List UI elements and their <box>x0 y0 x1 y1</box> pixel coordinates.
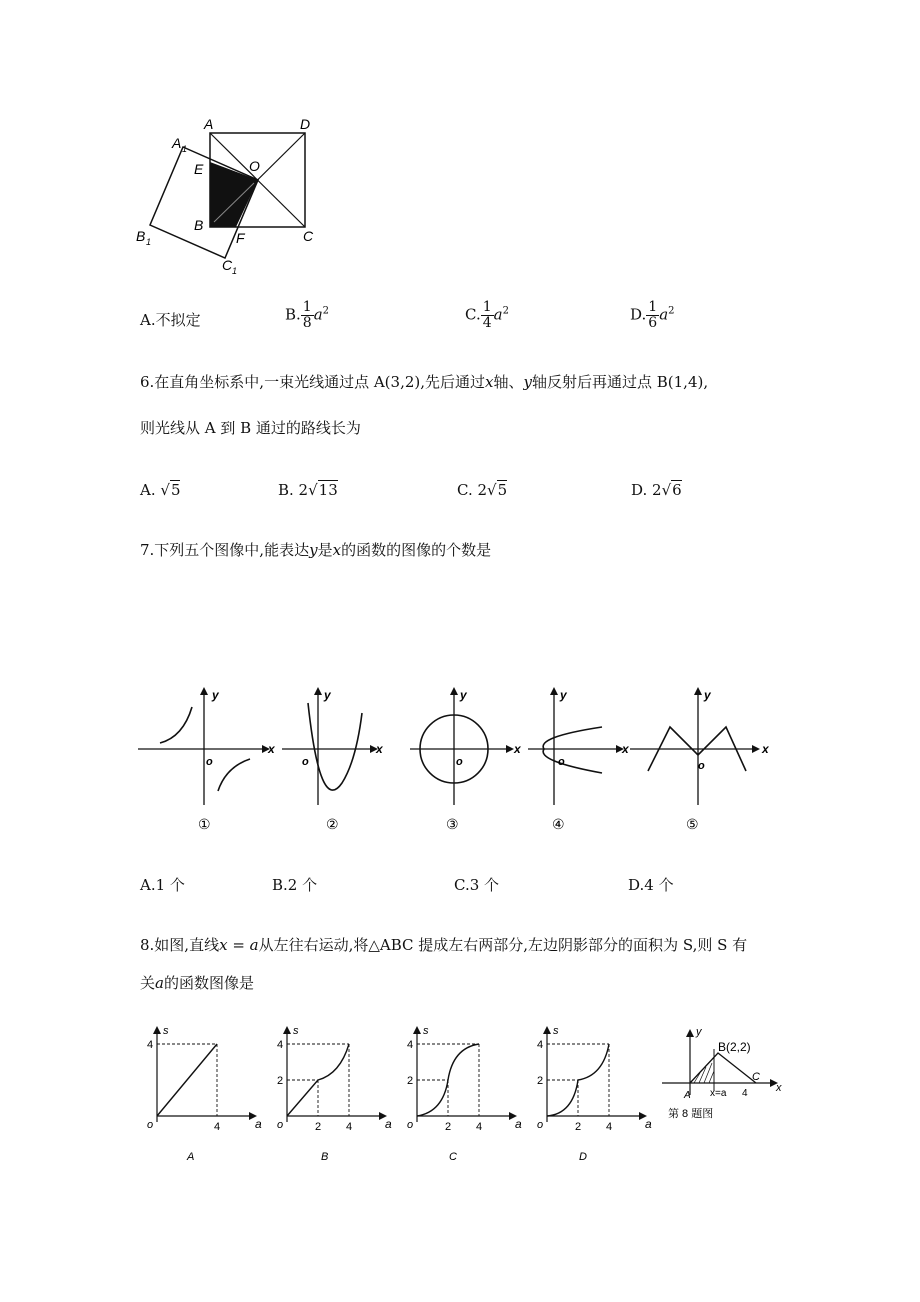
q6-option-d-rad: 6 <box>672 481 682 499</box>
q5-option-c-frac <box>481 300 494 331</box>
label-e: E <box>194 161 204 177</box>
label-b1-sub: 1 <box>146 237 152 247</box>
q6-option-a: A. √5 <box>140 481 181 499</box>
tick-4-s: 4 <box>407 1039 414 1051</box>
tick-2-a: 2 <box>575 1121 582 1133</box>
label-a: a <box>645 1117 652 1131</box>
q5-option-b-var: a <box>313 305 323 324</box>
y-axis-arrow <box>200 687 208 695</box>
q6-option-c: C. 2√5 <box>457 481 508 499</box>
q8-graph-d <box>525 1022 655 1167</box>
q6-option-c-prefix: C. 2 <box>457 481 488 499</box>
label-x: x <box>776 1082 782 1094</box>
label-y: y <box>560 688 567 702</box>
q6-y: y <box>523 373 532 391</box>
caption: ④ <box>552 816 565 832</box>
label-x: x <box>376 742 383 756</box>
y-axis-arrow <box>314 687 322 695</box>
curve-upper-left <box>160 707 192 743</box>
label-a: A <box>204 116 214 132</box>
q8-reference-figure <box>660 1025 790 1140</box>
q7-option-d: D.4 个 <box>628 876 674 894</box>
q8-line1 <box>140 935 747 955</box>
tick-4-a: 4 <box>476 1121 483 1133</box>
q6-option-a-rad: 5 <box>170 481 181 499</box>
caption: 第 8 题图 <box>668 1108 714 1120</box>
q5-option-b-den: 8 <box>302 315 312 331</box>
label-x: x <box>268 742 275 756</box>
label-o: o <box>456 756 463 768</box>
caption: ② <box>326 816 339 832</box>
q6-text-b: 轴、 <box>493 373 524 391</box>
q5-option-c-num: 1 <box>482 299 492 315</box>
q6-option-d: D. 2√6 <box>631 481 682 499</box>
y-axis-arrow <box>550 687 558 695</box>
tick-4-a: 4 <box>346 1121 353 1133</box>
q5-option-c <box>465 300 509 331</box>
q7-text-b: 是 <box>317 541 333 559</box>
q7-line <box>140 540 491 560</box>
q7-graph-4 <box>528 685 638 835</box>
label-x-eq-a: x=a <box>710 1088 727 1099</box>
y-axis-arrow <box>686 1029 694 1037</box>
tick-2-s: 2 <box>277 1075 284 1087</box>
label-o: o <box>147 1119 154 1131</box>
caption: ① <box>198 816 211 832</box>
q6-line2: 则光线从 A 到 B 通过的路线长为 <box>140 419 361 437</box>
q7-y: y <box>309 541 318 559</box>
q7-option-b: B.2 个 <box>272 876 318 894</box>
q6-option-b-prefix: B. 2 <box>278 481 309 499</box>
sideways-parabola <box>543 727 602 773</box>
tick-2-s: 2 <box>407 1075 414 1087</box>
label-s: s <box>553 1025 559 1037</box>
label-x: x <box>514 742 521 756</box>
caption: A <box>187 1151 195 1163</box>
caption: ③ <box>446 816 459 832</box>
label-c1: C <box>222 257 233 273</box>
q5-option-d-num: 1 <box>648 299 658 315</box>
label-b: B <box>194 217 204 233</box>
curve-part1 <box>287 1080 318 1116</box>
label-s: s <box>163 1025 169 1037</box>
tick-4-a: 4 <box>214 1121 221 1133</box>
caption: D <box>579 1151 587 1163</box>
label-o: o <box>206 756 213 768</box>
q5-option-b-prefix: B. <box>285 305 301 324</box>
q6-option-c-rad: 5 <box>497 481 508 499</box>
q7-option-c: C.3 个 <box>454 876 500 894</box>
label-a1: A <box>172 135 182 151</box>
tick-4-s: 4 <box>277 1039 284 1051</box>
curve-lower-right <box>218 759 250 791</box>
tick-4-s: 4 <box>537 1039 544 1051</box>
q7-text-c: 的函数的图像的个数是 <box>341 541 492 559</box>
q7-option-a: A.1 个 <box>140 876 185 894</box>
label-o: o <box>558 756 565 768</box>
q5-option-d-prefix: D. <box>630 305 647 324</box>
label-o: o <box>407 1119 414 1131</box>
q5-option-b-num: 1 <box>302 299 312 315</box>
label-y: y <box>704 688 711 702</box>
q8-line2 <box>140 973 254 993</box>
label-y: y <box>460 688 467 702</box>
caption: ⑤ <box>686 816 699 832</box>
x-axis-arrow <box>752 745 760 753</box>
label-y: y <box>212 688 219 702</box>
tick-2-a: 2 <box>445 1121 452 1133</box>
q8-eq: x = a <box>219 936 259 954</box>
label-y: y <box>696 1026 702 1038</box>
s-axis-arrow <box>543 1026 551 1034</box>
q6-option-b: B. 2√13 <box>278 481 338 499</box>
q5-option-d-var: a <box>659 305 669 324</box>
tick-2-s: 2 <box>537 1075 544 1087</box>
parabola-curve <box>308 703 362 790</box>
q5-option-a: A.不拟定 <box>140 311 201 329</box>
label-b1: B <box>136 228 146 244</box>
label-o: o <box>302 756 309 768</box>
label-a: A <box>684 1090 691 1101</box>
label-a: a <box>385 1117 392 1131</box>
s-axis-arrow <box>413 1026 421 1034</box>
caption: B <box>321 1151 329 1163</box>
q8-graph-b <box>265 1022 395 1167</box>
label-o: O <box>249 158 260 174</box>
y-axis-arrow <box>694 687 702 695</box>
label-o: o <box>277 1119 284 1131</box>
label-x: x <box>762 742 769 756</box>
tick-4-a: 4 <box>606 1121 613 1133</box>
q8-text-d: 的函数图像是 <box>163 974 254 992</box>
q5-option-d-frac <box>646 300 659 331</box>
label-a: a <box>515 1117 522 1131</box>
q6-text-a: 6.在直角坐标系中,一束光线通过点 A(3,2),先后通过 <box>140 373 486 391</box>
q5-option-d <box>630 300 675 331</box>
q5-option-b-exp: 2 <box>322 305 330 317</box>
q7-graph-5 <box>630 685 780 835</box>
curve-part1 <box>547 1080 578 1116</box>
label-c: C <box>752 1071 760 1083</box>
q8-var: a <box>155 974 164 992</box>
tick-2-a: 2 <box>315 1121 322 1133</box>
q7-x: x <box>332 541 342 559</box>
label-a1-sub: 1 <box>182 144 188 154</box>
label-y: y <box>324 688 331 702</box>
s-axis-arrow <box>283 1026 291 1034</box>
q5-option-c-den: 4 <box>482 315 492 331</box>
q6-line1 <box>140 372 708 392</box>
label-d: D <box>300 116 311 132</box>
label-4: 4 <box>742 1088 748 1099</box>
tick-4-s: 4 <box>147 1039 154 1051</box>
label-x: x <box>622 742 629 756</box>
label-f: F <box>236 230 245 246</box>
q8-text-c: 关 <box>140 974 156 992</box>
label-a: a <box>255 1117 262 1131</box>
label-o: o <box>537 1119 544 1131</box>
q5-option-c-prefix: C. <box>465 305 481 324</box>
curve <box>157 1044 217 1116</box>
q7-graph-1 <box>138 685 278 835</box>
q6-option-a-prefix: A. <box>140 481 156 499</box>
q6-x: x <box>485 373 494 391</box>
caption: C <box>449 1151 457 1163</box>
triangle-abc <box>690 1053 756 1083</box>
label-s: s <box>423 1025 429 1037</box>
s-axis-arrow <box>153 1026 161 1034</box>
q7-graph-3 <box>410 685 530 835</box>
q8-graph-c <box>395 1022 525 1167</box>
q5-option-d-den: 6 <box>648 315 658 331</box>
q8-graph-a <box>135 1022 265 1167</box>
q5-option-b-frac <box>301 300 314 331</box>
curve-part2 <box>318 1044 349 1080</box>
q6-option-b-rad: 13 <box>318 481 338 499</box>
q5-option-c-var: a <box>493 305 503 324</box>
curve-part2 <box>578 1044 609 1080</box>
q7-text-a: 7.下列五个图像中,能表达 <box>140 541 310 559</box>
label-o: o <box>698 760 705 772</box>
q6-text-c: 轴反射后再通过点 B(1,4), <box>531 373 709 391</box>
q7-graph-2 <box>282 685 392 835</box>
q5-option-c-exp: 2 <box>502 305 509 317</box>
q5-figure <box>130 110 330 280</box>
label-c: C <box>303 228 314 244</box>
q8-text-a: 8.如图,直线 <box>140 936 220 954</box>
x-axis-arrow <box>506 745 514 753</box>
q8-text-b: 从左往右运动,将△ABC 提成左右两部分,左边阴影部分的面积为 S,则 S 有 <box>258 936 748 954</box>
q6-option-d-prefix: D. 2 <box>631 481 662 499</box>
label-c1-sub: 1 <box>232 266 238 276</box>
q5-option-d-exp: 2 <box>668 305 675 317</box>
label-b: B(2,2) <box>718 1040 751 1054</box>
q5-option-b <box>285 300 329 331</box>
label-s: s <box>293 1025 299 1037</box>
shade-hatch <box>694 1063 714 1083</box>
y-axis-arrow <box>450 687 458 695</box>
